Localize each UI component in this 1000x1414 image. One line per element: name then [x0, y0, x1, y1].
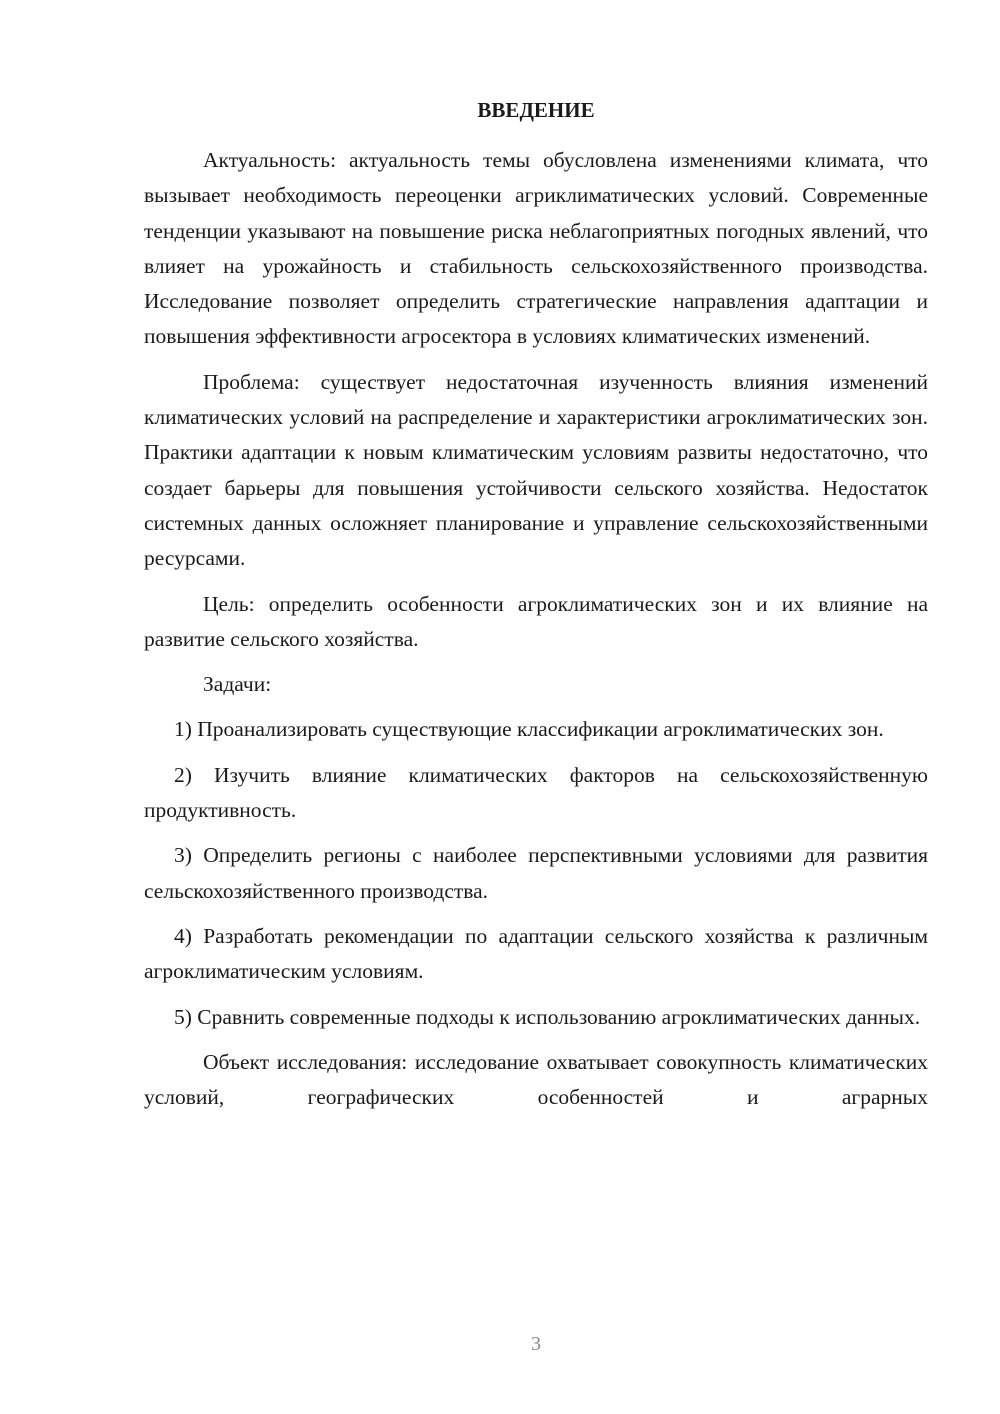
task-item-3: 3) Определить регионы с наиболее перспективными условиями для развития сельскохозяйственного производства. [144, 843, 928, 903]
section-heading: ВВЕДЕНИЕ [477, 98, 595, 122]
body-text [144, 143, 928, 1125]
paragraph-goal: Цель: определить особенности агроклиматических зон и их влияние на развитие сельского хозяйства. [144, 591, 928, 651]
paragraph-relevance: Актуальность: актуальность темы обусловлена изменениями климата, что вызывает необходимость переоценки агриклиматических условий. Современные тенденции указывают на повышение риска неблагоприятных погодных явлений, что влияет на урожайность и стабильность сельскохозяйственного производства. Исследование позволяет определить стратегические направления адаптации и повышения эффективности агросектора в условиях климатических изменений. [144, 148, 928, 349]
page-number: 3 [531, 1333, 541, 1355]
task-item-4: 4) Разработать рекомендации по адаптации сельского хозяйства к различным агроклиматическим условиям. [144, 923, 928, 984]
task-item-5: 5) Сравнить современные подходы к использованию агроклиматических данных. [174, 1004, 921, 1029]
paragraph-object: Объект исследования: исследование охватывает совокупность климатических условий, географических особенностей и аграрных [144, 1049, 928, 1110]
task-item-1: 1) Проанализировать существующие классификации агроклиматических зон. [174, 717, 884, 742]
paragraph-problem: Проблема: существует недостаточная изученность влияния изменений климатических условий на распределение и характеристики агроклиматических зон. Практики адаптации к новым климатическим условиям развиты недостаточно, что создает барьеры для повышения устойчивости сельского хозяйства. Недостаток системных данных осложняет планирование и управление сельскохозяйственными ресурсами. [144, 369, 928, 571]
task-item-2: 2) Изучить влияние климатических факторов на сельскохозяйственную продуктивность. [144, 762, 928, 823]
paragraph-tasks-label: Задачи: [203, 672, 272, 697]
